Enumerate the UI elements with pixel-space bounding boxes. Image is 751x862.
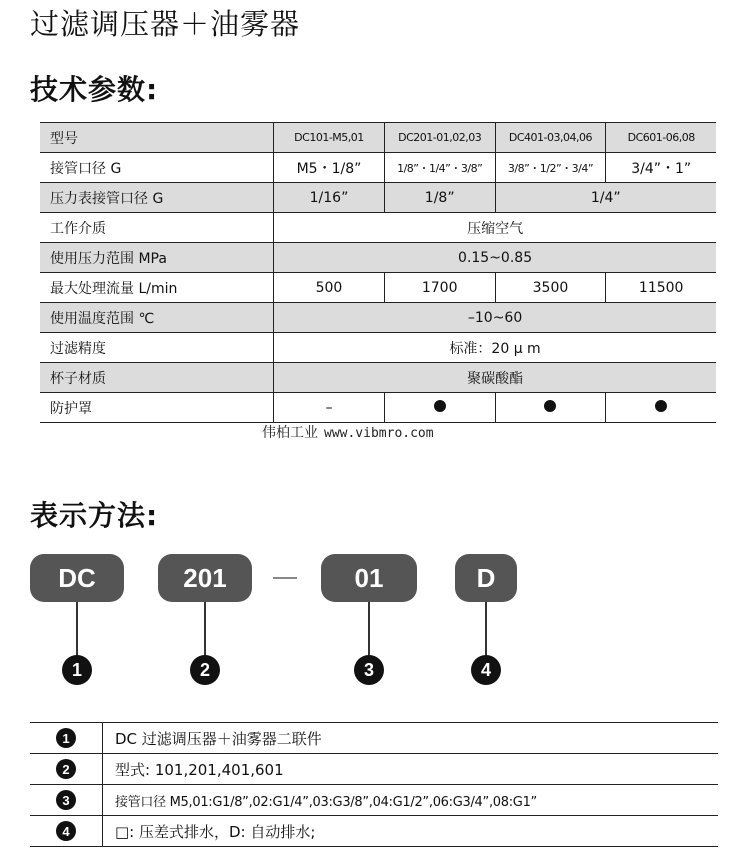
legend-row: [30, 723, 718, 754]
table-row: [40, 153, 716, 183]
cell: [495, 393, 606, 423]
cell: 11500: [606, 273, 716, 303]
number-badge: 2: [56, 759, 76, 779]
row-label: 杯子材质: [40, 363, 274, 393]
legend-row: [30, 754, 718, 785]
cell: 500: [274, 273, 385, 303]
legend-text: 型式: 101,201,401,601: [103, 754, 719, 785]
watermark-url: www.vibmro.com: [324, 426, 434, 441]
cell: 标准：20 μ m: [274, 333, 716, 363]
legend-row: [30, 816, 718, 847]
cell: –: [274, 393, 385, 423]
cell: 1/8”: [384, 183, 495, 213]
table-row: [40, 213, 716, 243]
cell: DC401-03,04,06: [495, 123, 606, 153]
table-row: [40, 333, 716, 363]
code-pill-series: DC: [30, 554, 124, 602]
table-row: [40, 393, 716, 423]
table-row: [40, 243, 716, 273]
number-badge: 2: [190, 655, 220, 685]
cell: 3/4”・1”: [606, 153, 716, 183]
number-badge: 1: [62, 655, 92, 685]
legend-text: □: 压差式排水，D: 自动排水;: [103, 816, 719, 847]
code-separator-dash: [273, 577, 297, 579]
cell: DC601-06,08: [606, 123, 716, 153]
cell: [384, 393, 495, 423]
legend-text: DC 过滤调压器＋油雾器二联件: [103, 723, 719, 754]
row-label: 压力表接管口径 G: [40, 183, 274, 213]
filled-dot-icon: [655, 400, 667, 412]
watermark-brand: 伟柏工业: [262, 425, 318, 441]
legend-row: [30, 785, 718, 816]
notation-heading: 表示方法:: [30, 499, 159, 532]
cell: 1/8”・1/4”・3/8”: [384, 153, 495, 183]
code-pill-port: 01: [321, 554, 417, 602]
row-label: 接管口径 G: [40, 153, 274, 183]
number-badge: 3: [354, 655, 384, 685]
cell: DC201-01,02,03: [384, 123, 495, 153]
page-title: 过滤调压器＋油雾器: [30, 7, 301, 41]
cell: M5・1/8”: [274, 153, 385, 183]
cell: 聚碳酸酯: [274, 363, 716, 393]
spec-heading: 技术参数:: [30, 73, 159, 106]
row-label: 使用温度范围 ℃: [40, 303, 274, 333]
table-row: [40, 123, 716, 153]
cell: DC101-M5,01: [274, 123, 385, 153]
code-pill-type: 201: [158, 554, 252, 602]
watermark: [262, 422, 434, 442]
cell: [606, 393, 716, 423]
table-row: [40, 363, 716, 393]
code-pill-drain: D: [455, 554, 517, 602]
cell: 3500: [495, 273, 606, 303]
leader-line: [485, 602, 487, 658]
spec-table: [40, 122, 716, 423]
leader-line: [204, 602, 206, 658]
row-label: 使用压力范围 MPa: [40, 243, 274, 273]
table-row: [40, 273, 716, 303]
legend-text: 接管口径 M5,01:G1/8”,02:G1/4”,03:G3/8”,04:G1/2”,06:G3/4”,08:G1”: [103, 785, 719, 816]
number-badge: 1: [56, 728, 76, 748]
cell: 压缩空气: [274, 213, 716, 243]
table-row: [40, 183, 716, 213]
row-label: 过滤精度: [40, 333, 274, 363]
row-label: 工作介质: [40, 213, 274, 243]
leader-line: [76, 602, 78, 658]
filled-dot-icon: [544, 400, 556, 412]
cell: –10~60: [274, 303, 716, 333]
cell: 1/4”: [495, 183, 716, 213]
number-badge: 4: [56, 821, 76, 841]
row-label: 最大处理流量 L/min: [40, 273, 274, 303]
leader-line: [368, 602, 370, 658]
filled-dot-icon: [434, 400, 446, 412]
cell: 1700: [384, 273, 495, 303]
row-label: 型号: [40, 123, 274, 153]
legend-table: [30, 722, 718, 847]
table-row: [40, 303, 716, 333]
row-label: 防护罩: [40, 393, 274, 423]
number-badge: 3: [56, 790, 76, 810]
cell: 0.15~0.85: [274, 243, 716, 273]
cell: 3/8”・1/2”・3/4”: [495, 153, 606, 183]
number-badge: 4: [471, 655, 501, 685]
cell: 1/16”: [274, 183, 385, 213]
